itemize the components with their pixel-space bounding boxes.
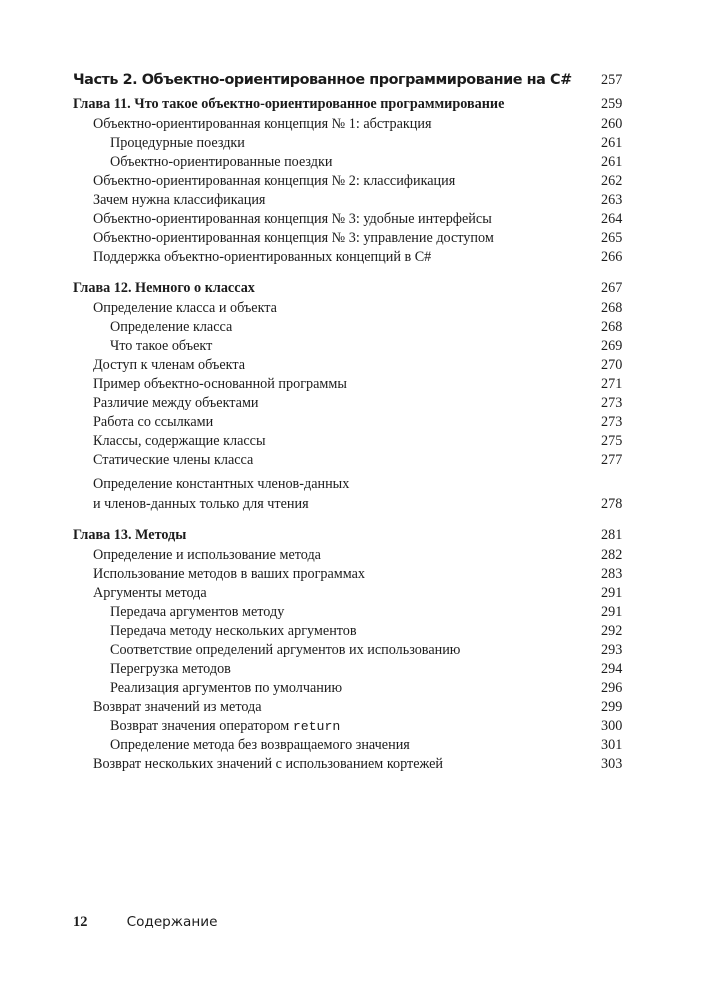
- toc-entry-title: Глава 12. Немного о классах: [73, 280, 255, 296]
- toc-entry-title: Объектно-ориентированная концепция № 3: удобные интерфейсы: [93, 211, 492, 227]
- toc-page-number: 282: [601, 547, 623, 563]
- toc-entry-title: Использование методов в ваших программах: [93, 566, 366, 582]
- toc-entry-title: Зачем нужна классификация: [93, 192, 266, 208]
- toc-entry: [73, 565, 641, 584]
- toc-entry: [73, 603, 641, 622]
- toc-page-number: 273: [601, 414, 623, 430]
- toc-entry-title: Определение константных членов-данных: [93, 476, 350, 492]
- toc-entry-title: Возврат значения оператором: [110, 718, 290, 734]
- toc-page-number: 281: [601, 527, 623, 543]
- toc-page-number: 301: [601, 737, 623, 753]
- toc-part-heading: [73, 69, 641, 91]
- toc-page-number: 291: [601, 604, 623, 620]
- toc-chapter-heading: [73, 93, 641, 115]
- toc-entry: [73, 641, 641, 660]
- toc-entry: [73, 229, 641, 248]
- toc-entry: [73, 210, 641, 229]
- toc-entry: [73, 755, 641, 774]
- toc-entry-title: Соответствие определений аргументов их использованию: [110, 642, 461, 658]
- toc-entry-title: Глава 13. Методы: [73, 527, 187, 543]
- toc-entry-title: Классы, содержащие классы: [93, 433, 266, 449]
- toc-page-number: 264: [601, 211, 623, 227]
- toc-entry-title: Передача аргументов методу: [110, 604, 285, 620]
- toc-chapter-heading: [73, 524, 641, 546]
- toc-entry-title: Возврат нескольких значений с использованием кортежей: [93, 756, 443, 772]
- toc-entry: [73, 134, 641, 153]
- toc-page-number: 278: [601, 496, 623, 512]
- toc-entry-title: Аргументы метода: [93, 585, 207, 601]
- toc-entry: [73, 375, 641, 394]
- toc-entry-title: Процедурные поездки: [110, 135, 245, 151]
- running-header-label: Содержание: [126, 914, 218, 930]
- toc-entry-title: Перегрузка методов: [110, 661, 231, 677]
- toc-entry: [73, 172, 641, 191]
- toc-entry: [73, 299, 641, 318]
- toc-entry-title: Статические члены класса: [93, 452, 254, 468]
- toc-entry: [73, 394, 641, 413]
- toc-entry: [73, 679, 641, 698]
- toc-entry: [73, 191, 641, 210]
- toc-entry: [73, 622, 641, 641]
- toc-entry: [73, 717, 641, 736]
- toc-entry: [73, 337, 641, 356]
- toc-entry-title: Объектно-ориентированная концепция № 1: абстракция: [93, 116, 432, 132]
- toc-page-number: 273: [601, 395, 623, 411]
- toc-entry: [73, 413, 641, 432]
- toc-entry-title: Пример объектно-основанной программы: [93, 376, 347, 392]
- toc-entry: [73, 356, 641, 375]
- toc-entry-title-continued: и членов-данных только для чтения: [93, 496, 309, 512]
- toc-page-number: 261: [601, 154, 623, 170]
- toc-entry-title: Доступ к членам объекта: [93, 357, 246, 373]
- toc-page-number: 268: [601, 300, 623, 316]
- toc-page-number: 268: [601, 319, 623, 335]
- toc-entry: [73, 660, 641, 679]
- toc-entry-title: Поддержка объектно-ориентированных концепций в C#: [93, 249, 432, 265]
- toc-page-number: 300: [601, 718, 623, 734]
- toc-page-number: 261: [601, 135, 623, 151]
- toc-page-number: 294: [601, 661, 623, 677]
- toc-entry-title: Определение и использование метода: [93, 547, 321, 563]
- toc-entry-title: Работа со ссылками: [93, 414, 214, 430]
- toc-entry: [73, 546, 641, 565]
- toc-entry-title: Объектно-ориентированная концепция № 2: классификация: [93, 173, 456, 189]
- toc-entry: [73, 474, 641, 514]
- toc-page-number: 267: [601, 280, 623, 296]
- toc-page-number: 292: [601, 623, 623, 639]
- toc-entry: [73, 432, 641, 451]
- toc-entry-title: Глава 11. Что такое объектно-ориентированное программирование: [73, 96, 505, 112]
- toc-entry-title: Что такое объект: [110, 338, 213, 354]
- toc-chapter-heading: [73, 277, 641, 299]
- toc-entry-title: Передача методу нескольких аргументов: [110, 623, 357, 639]
- page-number: 12: [73, 914, 88, 930]
- code-keyword: return: [292, 719, 341, 734]
- toc-entry: [73, 115, 641, 134]
- table-of-contents: [73, 69, 641, 774]
- toc-page-number: 296: [601, 680, 623, 696]
- toc-entry-title: Возврат значений из метода: [93, 699, 262, 715]
- toc-entry-title: Объектно-ориентированные поездки: [110, 154, 333, 170]
- toc-page-number: 277: [601, 452, 623, 468]
- page-footer: [73, 912, 217, 932]
- toc-entry: [73, 318, 641, 337]
- toc-entry-title: Определение класса: [110, 319, 233, 335]
- toc-entry-title: Часть 2. Объектно-ориентированное программирование на C#: [73, 72, 572, 88]
- toc-page-number: 266: [601, 249, 623, 265]
- toc-entry: [73, 698, 641, 717]
- toc-entry: [73, 736, 641, 755]
- toc-entry-title: Определение класса и объекта: [93, 300, 277, 316]
- toc-page-number: 265: [601, 230, 623, 246]
- toc-entry: [73, 153, 641, 172]
- toc-page-number: 299: [601, 699, 623, 715]
- toc-page-number: 291: [601, 585, 623, 601]
- toc-entry: [73, 451, 641, 470]
- toc-page-number: 262: [601, 173, 623, 189]
- toc-entry-title: Объектно-ориентированная концепция № 3: управление доступом: [93, 230, 494, 246]
- toc-entry: [73, 584, 641, 603]
- toc-page-number: 257: [601, 72, 623, 88]
- toc-page-number: 269: [601, 338, 623, 354]
- toc-page-number: 271: [601, 376, 623, 392]
- toc-entry-title: Различие между объектами: [93, 395, 259, 411]
- toc-page-number: 263: [601, 192, 623, 208]
- toc-page-number: 270: [601, 357, 623, 373]
- toc-page-number: 283: [601, 566, 623, 582]
- toc-page-number: 293: [601, 642, 623, 658]
- toc-page-number: 259: [601, 96, 623, 112]
- toc-page-number: 275: [601, 433, 623, 449]
- toc-page-number: 303: [601, 756, 623, 772]
- toc-entry: [73, 248, 641, 267]
- toc-entry-title: Реализация аргументов по умолчанию: [110, 680, 343, 696]
- toc-page-number: 260: [601, 116, 623, 132]
- toc-entry-title: Определение метода без возвращаемого значения: [110, 737, 410, 753]
